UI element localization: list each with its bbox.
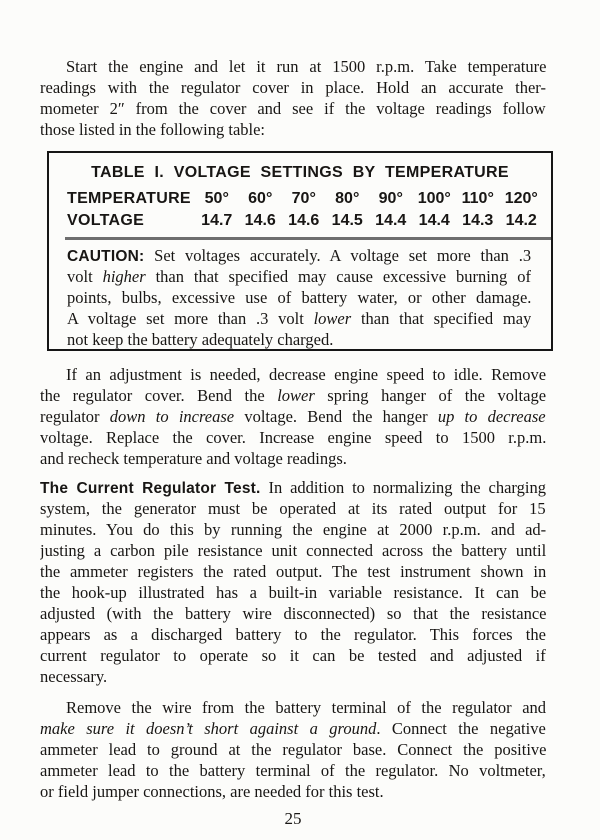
text-run: A voltage set more than .3 volt bbox=[67, 308, 314, 328]
text-run: Start the engine and let it run at 1500 r.p.m. Take temperature bbox=[66, 57, 546, 76]
text-line bbox=[40, 119, 546, 140]
text-run: points, bulbs, excessive use of battery water, or other damage. bbox=[67, 287, 531, 307]
text-line bbox=[40, 427, 546, 448]
text-line bbox=[40, 624, 546, 645]
line-content bbox=[40, 98, 546, 119]
text-run: those listed in the following table: bbox=[40, 120, 266, 139]
text-line bbox=[40, 98, 546, 119]
table-separator bbox=[65, 237, 551, 240]
line-content bbox=[40, 448, 347, 469]
text-line bbox=[40, 666, 546, 687]
italic-text: lower bbox=[313, 308, 352, 328]
text-line bbox=[40, 498, 546, 519]
text-line bbox=[40, 561, 546, 582]
text-run: the regulator cover. Bend the bbox=[40, 386, 278, 405]
text-run: voltage. Replace the cover. Increase engine speed to 1500 r.p.m. bbox=[40, 428, 546, 447]
table-cell: 14.2 bbox=[505, 212, 537, 229]
paragraph bbox=[40, 697, 546, 802]
text-run: current regulator to operate so it can be tested and adjusted if bbox=[40, 646, 546, 665]
line-content bbox=[40, 666, 107, 687]
line-content bbox=[67, 245, 531, 266]
text-run: the hook-up illustrated has a built-in variable resistance. It can be bbox=[40, 583, 546, 602]
table-cell: 14.5 bbox=[331, 212, 363, 229]
table-rows bbox=[49, 188, 551, 232]
line-content bbox=[67, 266, 531, 287]
line-content bbox=[40, 77, 546, 98]
line-content bbox=[40, 406, 546, 427]
table-cell: 50° bbox=[204, 190, 229, 207]
text-line bbox=[40, 385, 546, 406]
line-content bbox=[40, 624, 546, 645]
line-content bbox=[40, 739, 546, 760]
text-line bbox=[40, 540, 546, 561]
table-cell: 120° bbox=[504, 190, 538, 207]
line-content bbox=[40, 582, 546, 603]
table-cell: 14.3 bbox=[462, 212, 494, 229]
text-run: readings with the regulator cover in place. Hold an accurate ther- bbox=[40, 78, 546, 97]
line-content bbox=[40, 603, 546, 624]
text-line bbox=[67, 329, 531, 350]
text-run: than that specified may cause excessive burning of bbox=[145, 266, 531, 286]
text-line bbox=[67, 245, 531, 266]
text-line bbox=[67, 266, 531, 287]
table-cell: 14.6 bbox=[288, 212, 320, 229]
text-line bbox=[40, 645, 546, 666]
body-paragraphs bbox=[40, 364, 546, 802]
italic-text: up to decrease bbox=[437, 407, 546, 426]
text-run: spring hanger of the voltage bbox=[314, 386, 546, 405]
text-run: Set voltages accurately. A voltage set more than .3 bbox=[144, 245, 531, 265]
voltage-table bbox=[47, 151, 553, 351]
text-line bbox=[40, 406, 546, 427]
line-content bbox=[40, 760, 546, 781]
line-content bbox=[40, 498, 546, 519]
table-cell: 14.7 bbox=[201, 212, 233, 229]
text-run: and recheck temperature and voltage readings. bbox=[40, 449, 347, 468]
text-line bbox=[40, 582, 546, 603]
line-content bbox=[66, 56, 546, 77]
text-run: regulator bbox=[40, 407, 110, 426]
text-line bbox=[40, 448, 546, 469]
text-run: appears as a discharged battery to the regulator. This forces the bbox=[40, 625, 546, 644]
text-run: volt bbox=[67, 266, 103, 286]
text-run: minutes. You do this by running the engine at 2000 r.p.m. and ad- bbox=[40, 520, 546, 539]
table-row-label: TEMPERATURE bbox=[67, 190, 191, 207]
italic-text: higher bbox=[102, 266, 146, 286]
text-line bbox=[40, 739, 546, 760]
intro-paragraph bbox=[40, 56, 546, 140]
line-content bbox=[40, 781, 384, 802]
line-content bbox=[40, 718, 546, 739]
line-content bbox=[67, 329, 333, 350]
table-cell: 70° bbox=[291, 190, 316, 207]
table-cell: 14.6 bbox=[244, 212, 276, 229]
text-run: In addition to normalizing the charging bbox=[260, 478, 546, 497]
text-line bbox=[40, 77, 546, 98]
line-content bbox=[40, 427, 546, 448]
table-cell: 14.4 bbox=[418, 212, 450, 229]
text-run: Remove the wire from the battery terminal of the regulator and bbox=[66, 698, 546, 717]
text-run: voltage. Bend the hanger bbox=[234, 407, 438, 426]
table-cell: 80° bbox=[335, 190, 360, 207]
text-run: ammeter lead to the battery terminal of the regulator. No voltmeter, bbox=[40, 761, 546, 780]
text-run: adjusted (with the battery wire disconnected) so that the resistance bbox=[40, 604, 546, 623]
page-number: 25 bbox=[284, 809, 302, 828]
paragraph bbox=[40, 364, 546, 469]
text-run: the ammeter registers the rated output. The test instrument shown in bbox=[40, 562, 546, 581]
line-content bbox=[66, 364, 546, 385]
text-line bbox=[40, 477, 546, 498]
table-cell: 110° bbox=[461, 190, 494, 207]
text-run: or field jumper connections, are needed for this test. bbox=[40, 782, 384, 801]
table-row bbox=[49, 210, 551, 232]
text-run: necessary. bbox=[40, 667, 108, 686]
text-line bbox=[40, 781, 546, 802]
text-line bbox=[67, 287, 531, 308]
table-row-label: VOLTAGE bbox=[67, 212, 145, 229]
italic-text: down to increase bbox=[109, 407, 235, 426]
line-content bbox=[40, 540, 546, 561]
line-content bbox=[40, 645, 546, 666]
text-line bbox=[40, 697, 546, 718]
text-run: If an adjustment is needed, decrease engine speed to idle. Remove bbox=[66, 365, 546, 384]
table-title: TABLE I. VOLTAGE SETTINGS BY TEMPERATURE bbox=[91, 164, 509, 181]
text-run: not keep the battery adequately charged. bbox=[67, 329, 334, 349]
text-line bbox=[40, 56, 546, 77]
text-run: ammeter lead to ground at the regulator base. Connect the positive bbox=[40, 740, 546, 759]
text-run: mometer 2″ from the cover and see if the voltage readings follow bbox=[40, 99, 546, 118]
table-cell: 60° bbox=[248, 190, 273, 207]
text-run: . Connect the negative bbox=[376, 719, 546, 738]
table-cell: 14.4 bbox=[375, 212, 407, 229]
paragraph bbox=[40, 477, 546, 687]
table-cell: 100° bbox=[417, 190, 451, 207]
bold-sans-label: The Current Regulator Test. bbox=[40, 480, 261, 497]
bold-sans-label: CAUTION: bbox=[67, 247, 145, 265]
line-content bbox=[66, 697, 546, 718]
table-cell: 90° bbox=[378, 190, 403, 207]
text-line bbox=[40, 718, 546, 739]
italic-text: make sure it doesn’t short against a ground bbox=[40, 719, 377, 738]
line-content bbox=[40, 477, 546, 498]
line-content bbox=[40, 561, 546, 582]
line-content bbox=[40, 385, 546, 406]
italic-text: lower bbox=[277, 386, 315, 405]
line-content bbox=[67, 308, 531, 329]
text-run: system, the generator must be operated at its rated output for 15 bbox=[40, 499, 546, 518]
table-row bbox=[49, 188, 551, 210]
text-line bbox=[40, 364, 546, 385]
text-line bbox=[40, 519, 546, 540]
caution-note bbox=[49, 243, 551, 350]
text-run: justing a carbon pile resistance unit connected across the battery until bbox=[40, 541, 546, 560]
line-content bbox=[67, 287, 531, 308]
text-run: than that specified may bbox=[351, 308, 531, 328]
text-line bbox=[40, 603, 546, 624]
line-content bbox=[40, 119, 265, 140]
line-content bbox=[40, 519, 546, 540]
text-line bbox=[40, 760, 546, 781]
text-line bbox=[67, 308, 531, 329]
